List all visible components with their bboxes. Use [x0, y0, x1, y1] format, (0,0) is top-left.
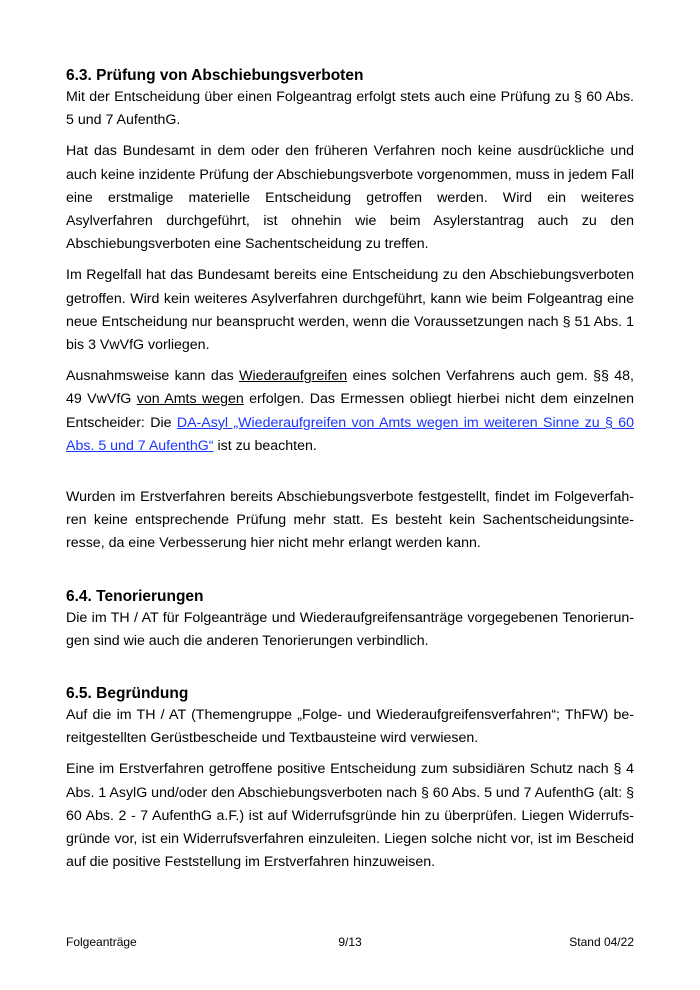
section-heading-6-4: 6.4. Tenorierungen [66, 587, 204, 605]
paragraph: Auf die im TH / AT (Themengruppe „Folge- und Wiederaufgreifensverfahren“; ThFW) bereitgestellten Gerüstbescheide und Textbausteine wird verwiesen. [66, 707, 634, 747]
page-number: 9/13 [338, 935, 362, 949]
section-heading-6-3: 6.3. Prüfung von Abschiebungsverboten [66, 67, 364, 84]
text-span: Ausnahmsweise kann das [66, 368, 240, 385]
paragraph: Die im TH / AT für Folgeanträge und Wiederaufgreifensanträge vorgegebenen Tenorierungen sind wie auch die anderen Tenorierungen verbindlich. [66, 609, 634, 649]
section-heading-6-5: 6.5. Begründung [66, 685, 189, 703]
footer-title: Folgeanträge [66, 935, 137, 949]
paragraph: Wurden im Erstverfahren bereits Abschiebungsverbote festgestellt, findet im Folgeverfahren keine entsprechende Prüfung mehr statt. Es besteht kein Sachentscheidungsinte-resse, da eine Verbesserung hier nicht mehr erlangt werden kann. [66, 489, 634, 552]
text-span: erfolgen. Das Ermessen obliegt hierbei nicht dem einzelnen Entscheider: Die [66, 391, 634, 431]
paragraph: Eine im Erstverfahren getroffene positive Entscheidung zum subsidiären Schutz nach § 4 Abs. 1 AsylG und/oder den Abschiebungsverboten nach § 60 Abs. 5 und 7 AufenthG (alt: § 60 Abs. 2 - 7 AufenthG a.F.) ist auf Widerrufsgründe hin zu überprüfen. Liegen Widerrufsgründe vor, ist ein Widerrufsverfahren einzuleiten. Liegen solche nicht vor, ist im Bescheid auf die positive Feststellung im Erstverfahren hinzuweisen. [66, 761, 634, 871]
da-asyl-link[interactable]: DA-Asyl „Wiederaufgreifen von Amts wegen im weiteren Sinne zu § 60 Abs. 5 und 7 AufenthG“ [66, 414, 634, 454]
footer-version: Stand 04/22 [569, 935, 634, 949]
text-span: ist zu beachten. [213, 437, 317, 454]
text-span: eines solchen Verfahrens auch gem. §§ 48, 49 VwVfG [66, 368, 634, 408]
paragraph: Hat das Bundesamt in dem oder den früheren Verfahren noch keine ausdrückliche und auch keine inzidente Prüfung der Abschiebungsverbote vorgenommen, muss in jedem Fall eine erstmalige materielle Entscheidung getroffen werden. Wird ein weiteres Asylverfahren durchgeführt, ist ohnehin wie beim Asylerstantrag auch zu den Abschiebungsverboten eine Sachentscheidung zu treffen. [66, 143, 634, 253]
document-page [66, 66, 634, 874]
paragraph: Mit der Entscheidung über einen Folgeantrag erfolgt stets auch eine Prüfung zu § 60 Abs. 5 und 7 AufenthG. [66, 89, 634, 129]
paragraph-with-link [66, 365, 634, 458]
paragraph: Im Regelfall hat das Bundesamt bereits eine Entscheidung zu den Abschiebungsverboten getroffen. Wird kein weiteres Asylverfahren durchgeführt, kann wie beim Folgeantrag eine neue Entscheidung nur beansprucht werden, wenn die Voraussetzungen nach § 51 Abs. 1 bis 3 VwVfG vorliegen. [66, 267, 634, 354]
underlined-term-von-amts-wegen: von Amts wegen [136, 391, 244, 408]
underlined-term-wiederaufgreifen: Wiederaufgreifen [239, 368, 348, 385]
